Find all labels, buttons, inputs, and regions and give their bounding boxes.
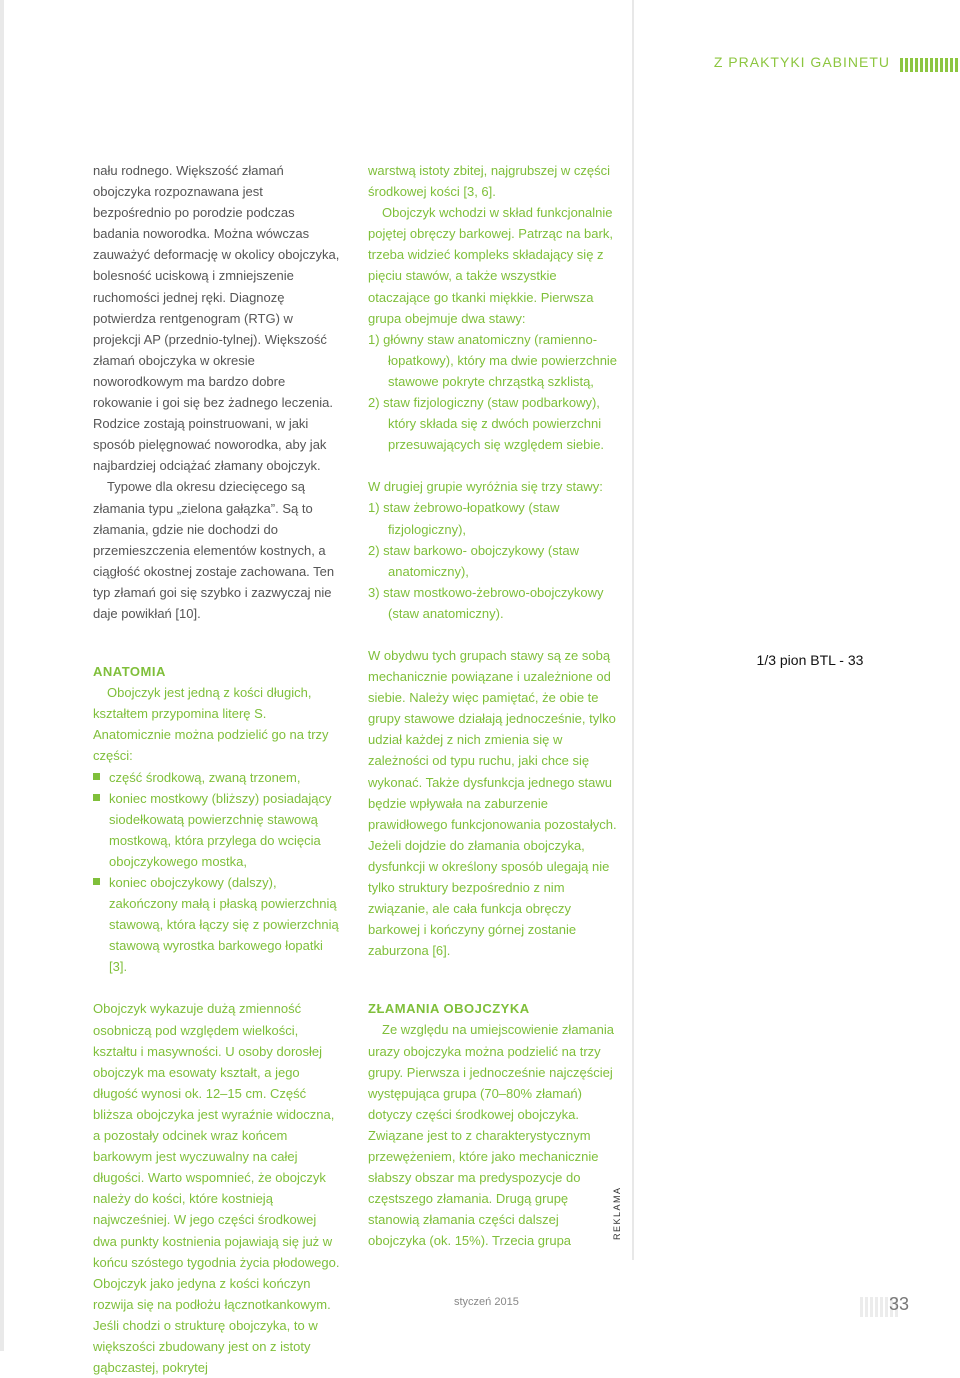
paragraph: Typowe dla okresu dziecięcego są złamania typu „zielona gałązka”. Są to złamania, gdzie nie dochodzi do przemieszczenia elementów kostnych, a ciągłość okostnej zostaje zachowana. Ten typ złamań goi się szybko i zazwyczaj nie daje powikłań [10]. bbox=[93, 479, 335, 621]
section-heading-fractures: ZŁAMANIA OBOJCZYKA bbox=[368, 1001, 530, 1017]
paragraph: Ze względu na umiejscowienie złamania urazy obojczyka można podzielić na trzy grupy. Pierwsza i jednocześnie najczęściej występująca grupa (70–80% złamań) dotyczy części środkowej obojczyka. Związane jest to z charakterystycznym przewężeniem, które jako mechanicznie słabszy obszar ma predyspozycje do częstszego złamania. Drugą grupę stanowią złamania części dalszej obojczyka (ok. 15%). Trzecia grupa bbox=[368, 1022, 614, 1249]
paragraph: W drugiej grupie wyróżnia się trzy stawy: bbox=[368, 479, 603, 495]
anatomy-list bbox=[93, 767, 343, 978]
paragraph: nału rodnego. Większość złamań obojczyka rozpoznawana jest bezpośrednio po porodzie podczas badania noworodka. Można wówczas zauważyć deformację w okolicy obojczyka, bolesność uciskową i zmniejszenie ruchomości jednej ręki. Diagnozę potwierdza rentgenogram (RTG) w projekcji AP (przednio-tylnej). Większość złamań obojczyka w okresie noworodkowym ma bardzo dobre rokowanie i goi się bez żadnego leczenia. Rodzice zostają poinstruowani, w jaki sposób pielęgnować noworodka, aby jak najbardziej odciążać złamany obojczyk. bbox=[93, 163, 340, 474]
list-item: 2) staw barkowo- obojczykowy (staw anatomiczny), bbox=[368, 542, 579, 579]
paragraph: warstwą istoty zbitej, najgrubszej w części środkowej kości [3, 6]. bbox=[368, 163, 611, 200]
list-item: część środkową, zwaną trzonem, bbox=[93, 767, 343, 788]
page-number: 33 bbox=[889, 1294, 910, 1314]
list-item: 2) staw fizjologiczny (staw podbarkowy), który składa się z dwóch powierzchni przesuwających się względem siebie. bbox=[368, 395, 605, 453]
footer-date: styczeń 2015 bbox=[454, 1296, 519, 1308]
list-item: 3) staw mostkowo-żebrowo-obojczykowy (staw anatomiczny). bbox=[368, 584, 604, 621]
list-item: 1) staw żebrowo-łopatkowy (staw fizjologiczny), bbox=[368, 500, 560, 537]
section-heading-anatomy: ANATOMIA bbox=[93, 664, 166, 680]
paragraph: Obojczyk wykazuje dużą zmienność osobniczą pod względem wielkości, kształtu i masywności. U osoby dorosłej obojczyk ma esowaty kształt, a jego długość wynosi ok. 12–15 cm. Część bliższa obojczyka jest wyraźnie widoczna, a pozostały odcinek wraz końcem barkowym jest wyczuwalny na całej długości. Warto wspomnieć, że obojczyk należy do kości, które kostnieją najwcześniej. W jego części środkowej dwa punkty kostnienia pojawiają się już w końcu szóstego tygodnia życia płodowego. Obojczyk jako jedyna z kości kończyn rozwija się na podłożu łącznotkankowym. Jeśli chodzi o strukturę obojczyka, to w większości zbudowany jest on z istoty gąbczastej, pokrytej bbox=[93, 1001, 340, 1376]
paragraph: Obojczyk jest jedną z kości długich, kształtem przypomina literę S. Anatomicznie można podzielić go na trzy części: bbox=[93, 685, 329, 764]
list-item: 1) główny staw anatomiczny (ramienno-łopatkowy), który ma dwie powierzchnie stawowe pokryte chrząstką szklistą, bbox=[368, 331, 618, 389]
list-item: koniec mostkowy (bliższy) posiadający siodełkowatą powierzchnię stawową mostkową, która przylega do wcięcia obojczykowego mostka, bbox=[93, 788, 343, 872]
header-stripes bbox=[900, 58, 960, 72]
left-text-column bbox=[93, 160, 343, 1378]
page-edge bbox=[0, 0, 4, 1351]
ad-placeholder-label: 1/3 pion BTL - 33 bbox=[756, 652, 864, 668]
column-divider bbox=[632, 0, 634, 1260]
list-item: koniec obojczykowy (dalszy), zakończony małą i płaską powierzchnią stawową, która łączy się z powierzchnią stawową wyrostka barkowego łopatki [3]. bbox=[93, 872, 343, 977]
middle-text-column bbox=[368, 160, 618, 1252]
paragraph: W obydwu tych grupach stawy są ze sobą mechanicznie powiązane i uzależnione od siebie. Należy więc pamiętać, że obie te grupy stawowe działają jednocześnie, tylko udział każdej z nich zmienia się w zależności od typu ruchu, jaki chce się wykonać. Także dysfunkcja jednego stawu będzie wpływała na zaburzenie prawidłowego funkcjonowania pozostałych. Jeżeli dojdzie do złamania obojczyka, dysfunkcji w określony sposób ulegają nie tylko struktury bezpośrednio z nim związanie, ale cała funkcja obręczy barkowej i kończyny górnej zostanie zaburzona [6]. bbox=[368, 647, 617, 959]
section-title: Z PRAKTYKI GABINETU bbox=[713, 54, 890, 70]
paragraph: Obojczyk wchodzi w skład funkcjonalnie pojętej obręczy barkowej. Patrząc na bark, trzeba widzieć kompleks składający się z pięciu stawów, a także wszystkie otaczające go tkanki miękkie. Pierwsza grupa obejmuje dwa stawy: bbox=[368, 205, 613, 326]
ad-vertical-label: REKLAMA bbox=[612, 1186, 622, 1240]
